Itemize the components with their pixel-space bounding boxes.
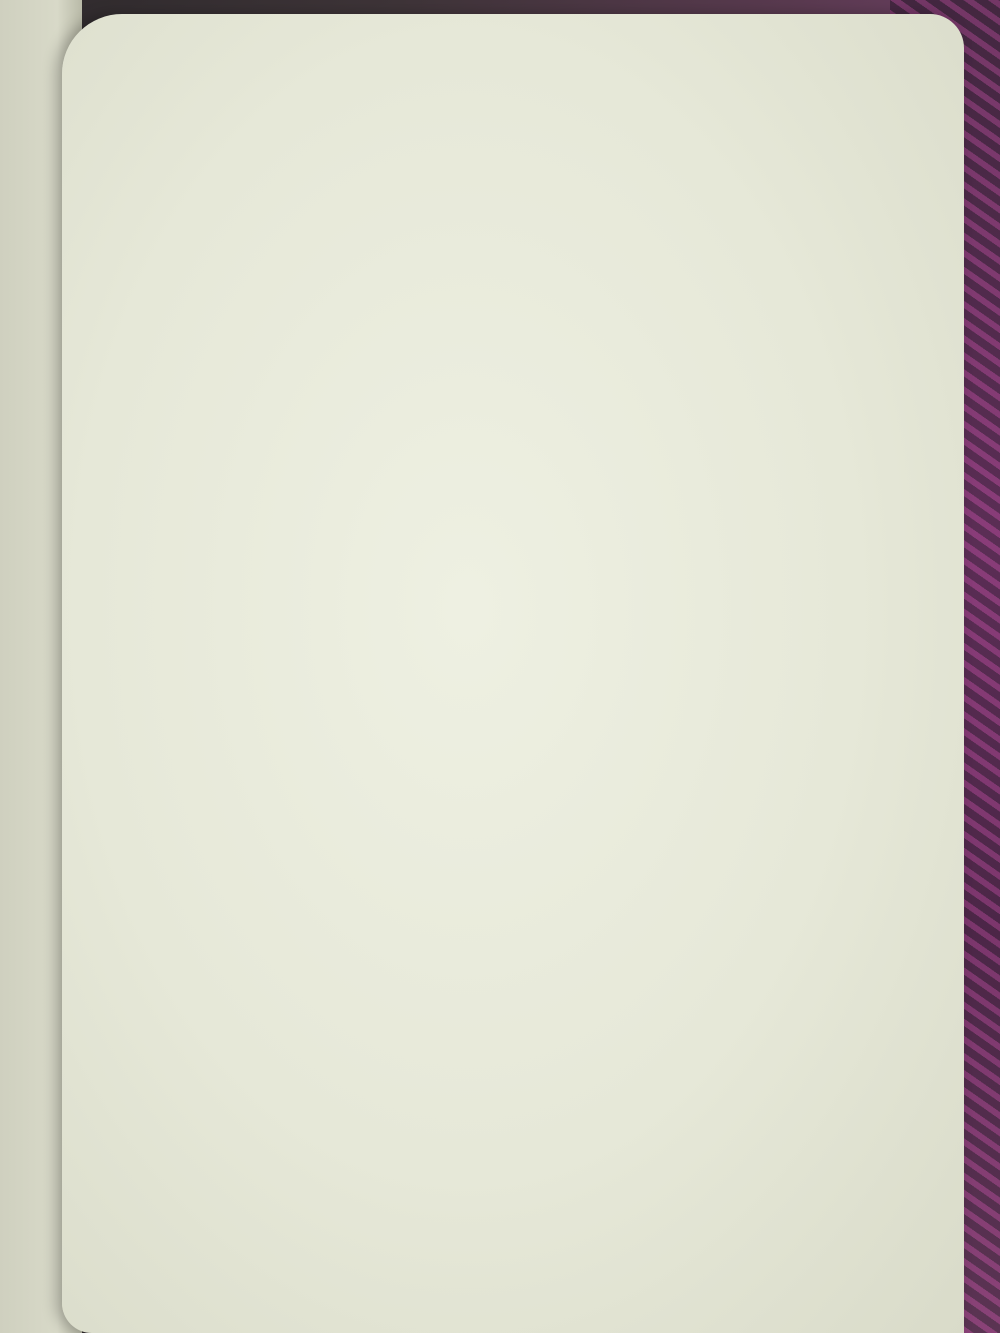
book-page [62, 14, 964, 1333]
